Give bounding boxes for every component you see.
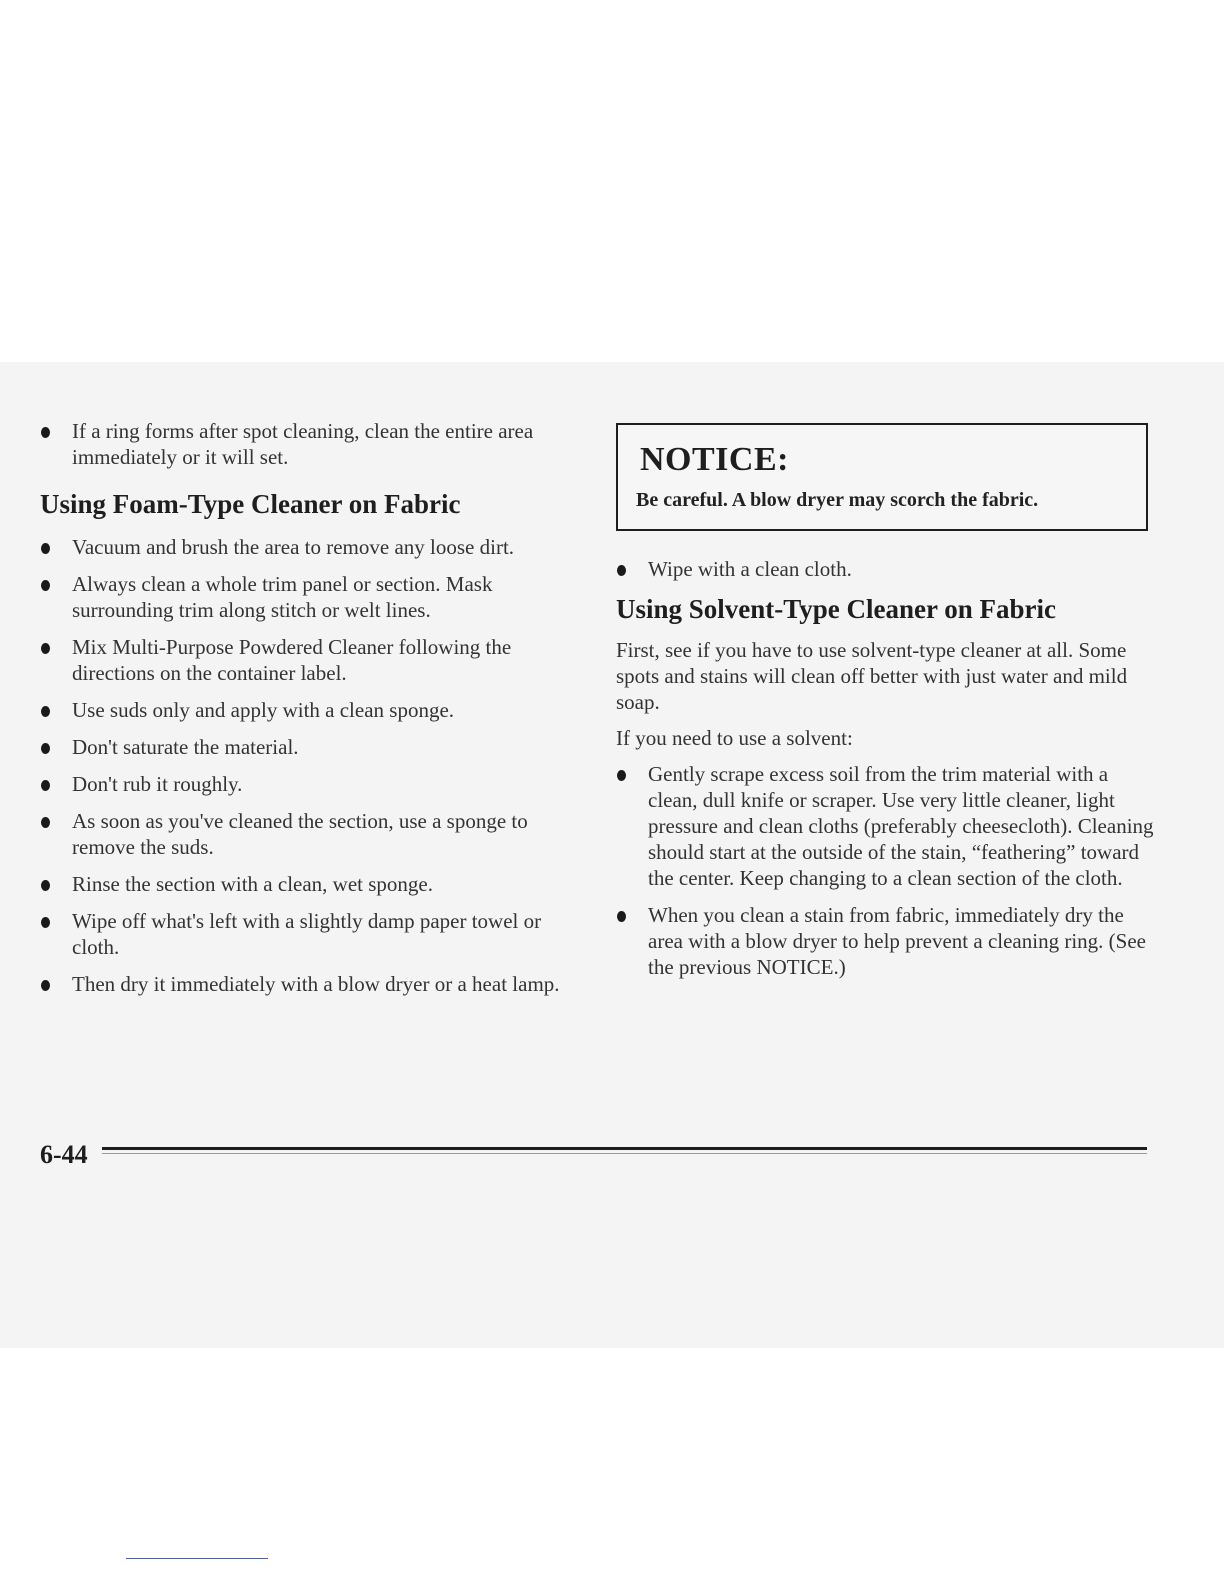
list-item: Don't rub it roughly. — [40, 771, 580, 797]
list-item: As soon as you've cleaned the section, use a sponge to remove the suds. — [40, 808, 580, 860]
body-paragraph: If you need to use a solvent: — [616, 726, 853, 750]
body-paragraph: First, see if you have to use solvent-type cleaner at all. Some spots and stains will clean off better with just water and mild soap. — [616, 638, 1128, 714]
foam-cleaner-heading: Using Foam-Type Cleaner on Fabric — [40, 489, 461, 519]
notice-title: NOTICE: — [640, 441, 789, 478]
footer-rule — [102, 1147, 1147, 1150]
list-item: Always clean a whole trim panel or section. Mask surrounding trim along stitch or welt lines. — [40, 571, 580, 623]
list-item: Rinse the section with a clean, wet sponge. — [40, 871, 580, 897]
list-item: Don't saturate the material. — [40, 734, 580, 760]
notice-box — [616, 423, 1148, 531]
list-item: Then dry it immediately with a blow dryer or a heat lamp. — [40, 971, 580, 997]
list-item: Gently scrape excess soil from the trim material with a clean, dull knife or scraper. Use very little cleaner, light pressure and clean cloths (preferably cheesecloth). Cleaning should start at the outside of the stain, “feathering” toward the center. Keep changing to a clean section of the cloth. — [616, 761, 1156, 891]
solvent-cleaner-steps — [616, 761, 1156, 980]
list-item: Mix Multi-Purpose Powdered Cleaner following the directions on the container label. — [40, 634, 580, 686]
left-column — [40, 418, 580, 1008]
right-column-content — [616, 556, 1156, 991]
list-item: Wipe with a clean cloth. — [616, 556, 1156, 582]
list-item: Vacuum and brush the area to remove any loose dirt. — [40, 534, 580, 560]
link-underline — [126, 1558, 268, 1559]
solvent-cleaner-heading: Using Solvent-Type Cleaner on Fabric — [616, 594, 1057, 624]
left-intro-list — [40, 418, 580, 470]
footer-rule-thin — [102, 1153, 1147, 1154]
list-item: Use suds only and apply with a clean sponge. — [40, 697, 580, 723]
list-item: When you clean a stain from fabric, immediately dry the area with a blow dryer to help prevent a cleaning ring. (See the previous NOTICE.) — [616, 902, 1156, 980]
list-item: If a ring forms after spot cleaning, clean the entire area immediately or it will set. — [40, 418, 580, 470]
right-intro-list — [616, 556, 1156, 582]
page-number: 6-44 — [40, 1140, 88, 1169]
list-item: Wipe off what's left with a slightly damp paper towel or cloth. — [40, 908, 580, 960]
foam-cleaner-steps — [40, 534, 580, 997]
notice-text: Be careful. A blow dryer may scorch the fabric. — [636, 489, 1039, 511]
